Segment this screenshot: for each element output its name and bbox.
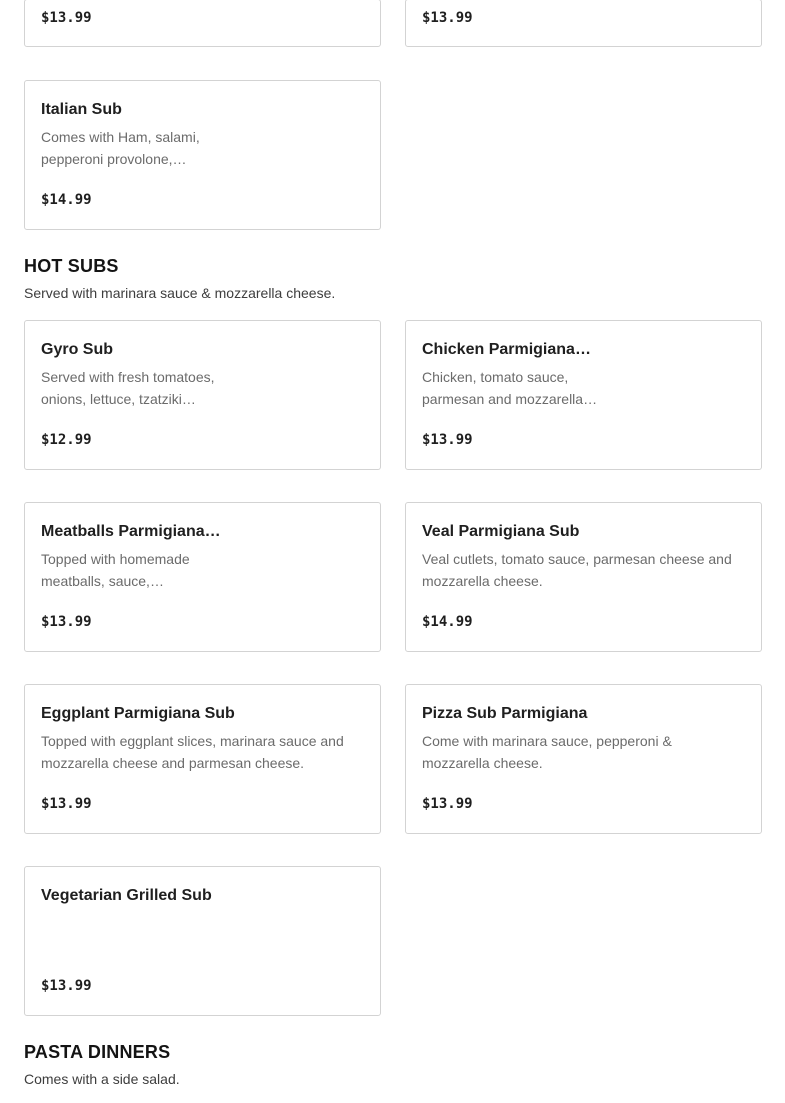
- menu-item-card[interactable]: [405, 0, 762, 47]
- menu-item-name: Pizza Sub Parmigiana: [422, 705, 588, 722]
- menu-item-card-meatballs-parmigiana[interactable]: [24, 502, 381, 652]
- menu-item-card-chicken-parmigiana[interactable]: [405, 320, 762, 470]
- section-subtitle-pasta-dinners: Comes with a side salad.: [24, 1071, 180, 1087]
- menu-item-card-eggplant-parmigiana[interactable]: [24, 684, 381, 834]
- menu-item-description: Come with marinara sauce, pepperoni & mozzarella cheese.: [422, 733, 672, 771]
- menu-item-card-veal-parmigiana[interactable]: [405, 502, 762, 652]
- menu-item-name: Vegetarian Grilled Sub: [41, 887, 212, 904]
- section-title-pasta-dinners: PASTA DINNERS: [24, 1042, 171, 1062]
- menu-item-price: $13.99: [41, 978, 92, 994]
- menu-item-name: Gyro Sub: [41, 341, 114, 358]
- menu-item-price: $13.99: [422, 10, 473, 26]
- menu-item-price: $13.99: [41, 796, 92, 812]
- menu-item-price: $14.99: [41, 192, 92, 208]
- menu-item-name: Veal Parmigiana Sub: [422, 523, 580, 540]
- menu-item-price: $13.99: [41, 614, 92, 630]
- menu-item-description: Topped with homemade meatballs, sauce,…: [41, 551, 190, 589]
- section-subtitle-hot-subs: Served with marinara sauce & mozzarella cheese.: [24, 285, 336, 301]
- menu-item-name: Italian Sub: [41, 101, 122, 118]
- menu-item-price: $12.99: [41, 432, 92, 448]
- menu-item-price: $13.99: [422, 432, 473, 448]
- menu-item-description: Chicken, tomato sauce, parmesan and mozzarella…: [422, 369, 598, 407]
- menu-item-card-italian-sub[interactable]: [24, 80, 381, 230]
- menu-item-name: Chicken Parmigiana…: [422, 341, 591, 358]
- menu-item-description: Veal cutlets, tomato sauce, parmesan cheese and mozzarella cheese.: [422, 551, 732, 589]
- menu-item-name: Eggplant Parmigiana Sub: [41, 705, 235, 722]
- menu-item-name: Meatballs Parmigiana…: [41, 523, 221, 540]
- section-title-hot-subs: HOT SUBS: [24, 256, 119, 276]
- menu-item-price: $13.99: [422, 796, 473, 812]
- menu-item-description: Served with fresh tomatoes, onions, lettuce, tzatziki…: [41, 369, 215, 407]
- menu-item-description: [41, 912, 241, 956]
- menu-item-description: Comes with Ham, salami, pepperoni provolone,…: [41, 129, 200, 167]
- menu-item-price: $14.99: [422, 614, 473, 630]
- menu-item-description: Topped with eggplant slices, marinara sauce and mozzarella cheese and parmesan cheese.: [41, 733, 344, 771]
- menu-item-card-pizza-sub-parmigiana[interactable]: [405, 684, 762, 834]
- menu-item-price: $13.99: [41, 10, 92, 26]
- menu-item-card-gyro-sub[interactable]: [24, 320, 381, 470]
- menu-item-card-vegetarian-grilled-sub[interactable]: [24, 866, 381, 1016]
- menu-item-card[interactable]: [24, 0, 381, 47]
